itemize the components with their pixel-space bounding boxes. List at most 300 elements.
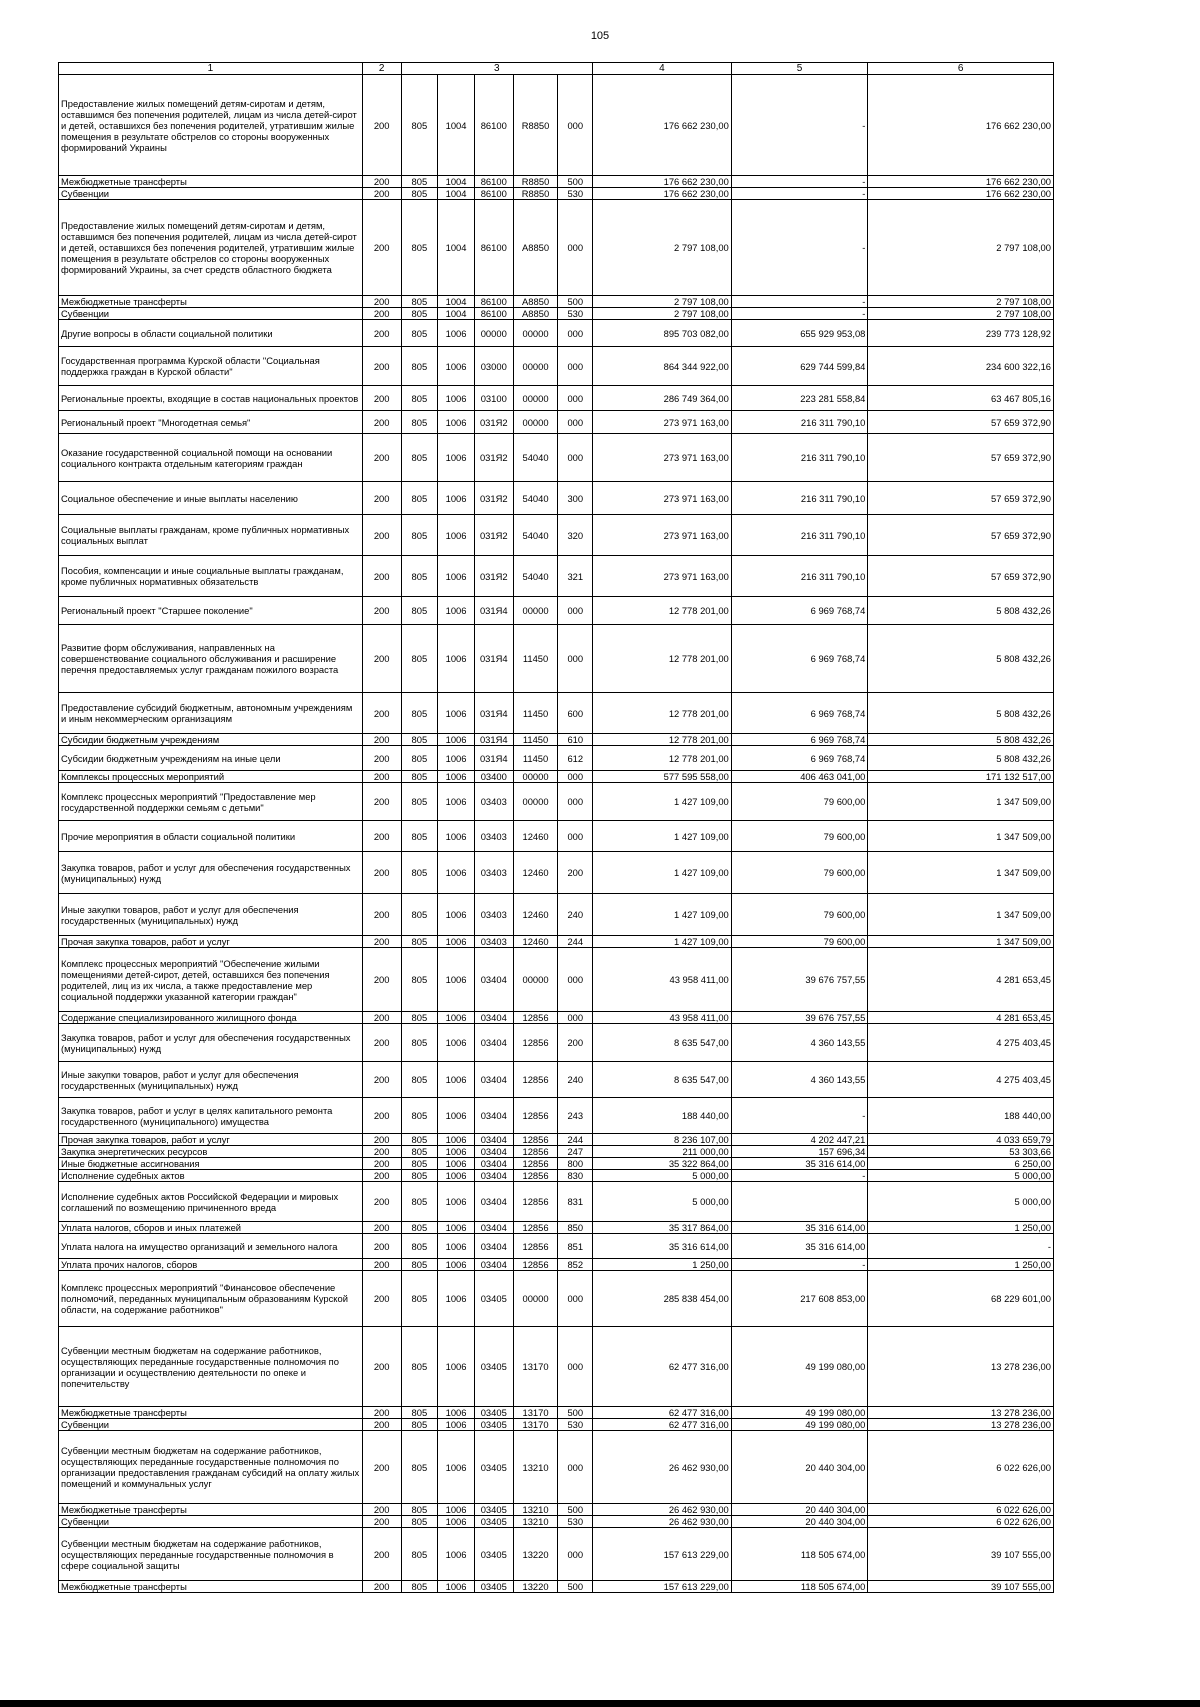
row-code-cell: 000	[558, 347, 593, 386]
row-code-cell: 1006	[438, 1024, 475, 1062]
row-amount-col4: 188 440,00	[593, 1098, 732, 1134]
row-code-cell: 805	[401, 693, 438, 734]
row-code-cell: 831	[558, 1182, 593, 1222]
row-code-cell: 805	[401, 1134, 438, 1146]
row-amount-col4: 176 662 230,00	[593, 176, 732, 188]
row-code-cell: 200	[362, 1581, 401, 1593]
header-col-4: 4	[593, 63, 732, 75]
row-code-cell: 00000	[513, 597, 558, 625]
row-name-cell: Субвенции	[59, 308, 363, 320]
budget-table-container	[58, 62, 1054, 1593]
row-code-cell: 03405	[474, 1327, 513, 1407]
row-code-cell: 805	[401, 320, 438, 347]
row-amount-col4: 12 778 201,00	[593, 597, 732, 625]
row-amount-col4: 62 477 316,00	[593, 1407, 732, 1419]
table-row	[59, 296, 1054, 308]
row-amount-col4: 12 778 201,00	[593, 625, 732, 693]
row-amount-col6: 234 600 322,16	[868, 347, 1054, 386]
row-code-cell: 200	[362, 1024, 401, 1062]
row-amount-col6: 176 662 230,00	[868, 75, 1054, 176]
row-code-cell: 805	[401, 771, 438, 783]
row-code-cell: 805	[401, 783, 438, 821]
row-amount-col4: 286 749 364,00	[593, 386, 732, 411]
row-amount-col4: 8 236 107,00	[593, 1134, 732, 1146]
row-amount-col5: 6 969 768,74	[731, 597, 868, 625]
row-code-cell: 805	[401, 188, 438, 200]
row-code-cell: 00000	[513, 320, 558, 347]
row-code-cell: 00000	[474, 320, 513, 347]
table-row	[59, 434, 1054, 482]
table-row	[59, 200, 1054, 296]
row-code-cell: 1006	[438, 320, 475, 347]
row-code-cell: 200	[362, 1516, 401, 1528]
row-code-cell: 805	[401, 1062, 438, 1098]
table-row	[59, 1259, 1054, 1271]
row-code-cell: 000	[558, 386, 593, 411]
row-code-cell: 530	[558, 1516, 593, 1528]
row-code-cell: 850	[558, 1222, 593, 1234]
row-amount-col5: 39 676 757,55	[731, 1012, 868, 1024]
row-code-cell: 805	[401, 1528, 438, 1581]
row-code-cell: 000	[558, 948, 593, 1012]
row-code-cell: 1006	[438, 1134, 475, 1146]
row-amount-col5: -	[731, 1170, 868, 1182]
row-code-cell: 12856	[513, 1259, 558, 1271]
row-amount-col5: 39 676 757,55	[731, 948, 868, 1012]
row-amount-col6: 2 797 108,00	[868, 308, 1054, 320]
row-amount-col6: -	[868, 1234, 1054, 1259]
row-code-cell: 805	[401, 1271, 438, 1327]
row-amount-col4: 157 613 229,00	[593, 1528, 732, 1581]
header-col-5: 5	[731, 63, 868, 75]
row-code-cell: 03405	[474, 1516, 513, 1528]
header-col-6: 6	[868, 63, 1054, 75]
row-amount-col6: 4 275 403,45	[868, 1024, 1054, 1062]
table-row	[59, 746, 1054, 771]
row-amount-col6: 39 107 555,00	[868, 1528, 1054, 1581]
row-code-cell: 1004	[438, 296, 475, 308]
row-code-cell: 12856	[513, 1234, 558, 1259]
row-amount-col4: 62 477 316,00	[593, 1327, 732, 1407]
row-amount-col5: 629 744 599,84	[731, 347, 868, 386]
row-amount-col4: 211 000,00	[593, 1146, 732, 1158]
row-code-cell: 1004	[438, 200, 475, 296]
row-code-cell: 200	[362, 852, 401, 894]
row-code-cell: 200	[558, 852, 593, 894]
row-code-cell: 12856	[513, 1182, 558, 1222]
row-code-cell: 200	[558, 1024, 593, 1062]
row-amount-col5: -	[731, 75, 868, 176]
row-code-cell: 830	[558, 1170, 593, 1182]
row-code-cell: 031Я2	[474, 482, 513, 515]
row-amount-col5: 79 600,00	[731, 894, 868, 936]
table-row	[59, 1098, 1054, 1134]
row-code-cell: 54040	[513, 515, 558, 556]
row-code-cell: 530	[558, 308, 593, 320]
row-amount-col5	[731, 1182, 868, 1222]
row-code-cell: 200	[362, 1327, 401, 1407]
table-row	[59, 821, 1054, 852]
row-code-cell: 200	[362, 1259, 401, 1271]
row-code-cell: 610	[558, 734, 593, 746]
row-amount-col6: 4 281 653,45	[868, 1012, 1054, 1024]
row-code-cell: 031Я2	[474, 411, 513, 434]
row-amount-col4: 43 958 411,00	[593, 948, 732, 1012]
row-amount-col5: 216 311 790,10	[731, 434, 868, 482]
row-name-cell: Комплексы процессных мероприятий	[59, 771, 363, 783]
row-amount-col6: 1 347 509,00	[868, 936, 1054, 948]
row-code-cell: 1006	[438, 1504, 475, 1516]
row-amount-col6: 1 250,00	[868, 1222, 1054, 1234]
row-code-cell: А8850	[513, 200, 558, 296]
row-amount-col5: 216 311 790,10	[731, 482, 868, 515]
row-amount-col6: 4 281 653,45	[868, 948, 1054, 1012]
row-amount-col5: -	[731, 1259, 868, 1271]
row-name-cell: Субвенции	[59, 1419, 363, 1431]
row-amount-col4: 5 000,00	[593, 1182, 732, 1222]
row-code-cell: 031Я4	[474, 734, 513, 746]
row-code-cell: 03404	[474, 1024, 513, 1062]
row-code-cell: 612	[558, 746, 593, 771]
row-code-cell: 1006	[438, 411, 475, 434]
row-amount-col4: 26 462 930,00	[593, 1504, 732, 1516]
row-amount-col4: 273 971 163,00	[593, 515, 732, 556]
row-code-cell: 200	[362, 746, 401, 771]
row-code-cell: 000	[558, 1431, 593, 1504]
row-code-cell: 852	[558, 1259, 593, 1271]
row-name-cell: Уплата налога на имущество организаций и земельного налога	[59, 1234, 363, 1259]
row-amount-col5: -	[731, 308, 868, 320]
row-amount-col4: 5 000,00	[593, 1170, 732, 1182]
row-amount-col5: 79 600,00	[731, 936, 868, 948]
table-row	[59, 1134, 1054, 1146]
row-code-cell: 200	[362, 1222, 401, 1234]
row-code-cell: 54040	[513, 556, 558, 597]
row-code-cell: 200	[362, 200, 401, 296]
row-code-cell: 03404	[474, 948, 513, 1012]
row-amount-col6: 53 303,66	[868, 1146, 1054, 1158]
row-name-cell: Комплекс процессных мероприятий "Обеспечение жилыми помещениями детей-сирот, детей, оставшихся без попечения родителей, лиц из их числа, а также предоставление мер социальной поддержки указанной категории граждан"	[59, 948, 363, 1012]
row-code-cell: 805	[401, 296, 438, 308]
row-amount-col6: 5 000,00	[868, 1182, 1054, 1222]
row-code-cell: 12460	[513, 936, 558, 948]
row-amount-col5: 217 608 853,00	[731, 1271, 868, 1327]
row-code-cell: 1004	[438, 75, 475, 176]
row-name-cell: Уплата налогов, сборов и иных платежей	[59, 1222, 363, 1234]
row-name-cell: Уплата прочих налогов, сборов	[59, 1259, 363, 1271]
table-row	[59, 1012, 1054, 1024]
row-code-cell: 1006	[438, 1516, 475, 1528]
table-row	[59, 1419, 1054, 1431]
row-amount-col4: 12 778 201,00	[593, 734, 732, 746]
row-amount-col5: 35 316 614,00	[731, 1158, 868, 1170]
row-code-cell: 805	[401, 1259, 438, 1271]
header-col-2: 2	[362, 63, 401, 75]
row-code-cell: 11450	[513, 625, 558, 693]
row-code-cell: 03404	[474, 1234, 513, 1259]
row-code-cell: 805	[401, 1234, 438, 1259]
row-code-cell: 200	[362, 1431, 401, 1504]
table-row	[59, 188, 1054, 200]
row-code-cell: 805	[401, 1012, 438, 1024]
row-name-cell: Иные закупки товаров, работ и услуг для обеспечения государственных (муниципальных) нужд	[59, 894, 363, 936]
row-name-cell: Предоставление жилых помещений детям-сиротам и детям, оставшимся без попечения родителей, лицам из числа детей-сирот и детей, оставшихся без попечения родителей, утратившим жилые помещения в результате обстрелов со стороны вооруженных формирований Украины, за счет средств областного бюджета	[59, 200, 363, 296]
row-code-cell: 1006	[438, 734, 475, 746]
row-code-cell: 805	[401, 1146, 438, 1158]
row-code-cell: 805	[401, 1419, 438, 1431]
row-amount-col5: 406 463 041,00	[731, 771, 868, 783]
row-code-cell: 03404	[474, 1012, 513, 1024]
row-amount-col5: 4 360 143,55	[731, 1062, 868, 1098]
table-row	[59, 1170, 1054, 1182]
table-row	[59, 894, 1054, 936]
row-code-cell: 200	[362, 434, 401, 482]
row-amount-col6: 171 132 517,00	[868, 771, 1054, 783]
row-code-cell: 000	[558, 625, 593, 693]
table-row	[59, 1327, 1054, 1407]
row-amount-col5: 6 969 768,74	[731, 693, 868, 734]
row-name-cell: Прочие мероприятия в области социальной политики	[59, 821, 363, 852]
row-code-cell: 12856	[513, 1134, 558, 1146]
row-amount-col4: 2 797 108,00	[593, 296, 732, 308]
row-code-cell: 13220	[513, 1581, 558, 1593]
row-code-cell: 1006	[438, 1327, 475, 1407]
row-code-cell: 200	[362, 347, 401, 386]
row-code-cell: 500	[558, 1581, 593, 1593]
row-amount-col4: 62 477 316,00	[593, 1419, 732, 1431]
row-code-cell: 805	[401, 936, 438, 948]
row-code-cell: 851	[558, 1234, 593, 1259]
table-row	[59, 320, 1054, 347]
row-amount-col5: 20 440 304,00	[731, 1504, 868, 1516]
row-code-cell: 86100	[474, 75, 513, 176]
row-code-cell: 03404	[474, 1146, 513, 1158]
row-code-cell: 12856	[513, 1062, 558, 1098]
row-code-cell: R8850	[513, 188, 558, 200]
table-row	[59, 1431, 1054, 1504]
row-amount-col4: 35 322 864,00	[593, 1158, 732, 1170]
row-amount-col5: 49 199 080,00	[731, 1419, 868, 1431]
row-code-cell: 03404	[474, 1134, 513, 1146]
row-code-cell: 86100	[474, 176, 513, 188]
row-code-cell: 000	[558, 771, 593, 783]
row-amount-col5: 157 696,34	[731, 1146, 868, 1158]
row-code-cell: 1006	[438, 852, 475, 894]
row-name-cell: Оказание государственной социальной помощи на основании социального контракта отдельным категориям граждан	[59, 434, 363, 482]
row-code-cell: 1006	[438, 821, 475, 852]
row-code-cell: 03405	[474, 1504, 513, 1516]
header-col-3: 3	[401, 63, 593, 75]
row-code-cell: 200	[362, 1170, 401, 1182]
row-code-cell: 1006	[438, 894, 475, 936]
row-code-cell: 03404	[474, 1170, 513, 1182]
row-code-cell: 031Я2	[474, 434, 513, 482]
row-name-cell: Пособия, компенсации и иные социальные выплаты гражданам, кроме публичных нормативных обязательств	[59, 556, 363, 597]
row-amount-col6: 6 022 626,00	[868, 1516, 1054, 1528]
row-amount-col4: 864 344 922,00	[593, 347, 732, 386]
row-code-cell: 000	[558, 821, 593, 852]
row-name-cell: Закупка товаров, работ и услуг для обеспечения государственных (муниципальных) нужд	[59, 1024, 363, 1062]
row-code-cell: 200	[362, 821, 401, 852]
row-code-cell: 00000	[513, 771, 558, 783]
row-code-cell: 000	[558, 1012, 593, 1024]
row-name-cell: Социальное обеспечение и иные выплаты населению	[59, 482, 363, 515]
row-code-cell: 530	[558, 1419, 593, 1431]
row-name-cell: Субсидии бюджетным учреждениям на иные цели	[59, 746, 363, 771]
row-code-cell: 805	[401, 852, 438, 894]
row-code-cell: 54040	[513, 434, 558, 482]
row-code-cell: 805	[401, 1431, 438, 1504]
row-amount-col6: 57 659 372,90	[868, 411, 1054, 434]
row-code-cell: 03404	[474, 1062, 513, 1098]
row-amount-col6: 5 000,00	[868, 1170, 1054, 1182]
row-amount-col4: 1 427 109,00	[593, 894, 732, 936]
row-amount-col5: 6 969 768,74	[731, 734, 868, 746]
row-code-cell: 805	[401, 482, 438, 515]
row-code-cell: 1006	[438, 1419, 475, 1431]
row-name-cell: Другие вопросы в области социальной политики	[59, 320, 363, 347]
row-amount-col4: 35 316 614,00	[593, 1234, 732, 1259]
row-code-cell: 86100	[474, 200, 513, 296]
table-row	[59, 1271, 1054, 1327]
row-name-cell: Межбюджетные трансферты	[59, 1581, 363, 1593]
row-amount-col6: 39 107 555,00	[868, 1581, 1054, 1593]
table-row	[59, 1581, 1054, 1593]
row-code-cell: 03404	[474, 1259, 513, 1271]
row-code-cell: 00000	[513, 948, 558, 1012]
row-code-cell: 805	[401, 1581, 438, 1593]
row-code-cell: 13220	[513, 1528, 558, 1581]
row-amount-col6: 176 662 230,00	[868, 188, 1054, 200]
row-amount-col5: 223 281 558,84	[731, 386, 868, 411]
row-amount-col6: 68 229 601,00	[868, 1271, 1054, 1327]
row-code-cell: 200	[362, 1234, 401, 1259]
row-code-cell: 1006	[438, 597, 475, 625]
table-row	[59, 1158, 1054, 1170]
row-code-cell: 805	[401, 1170, 438, 1182]
row-amount-col5: 118 505 674,00	[731, 1581, 868, 1593]
row-code-cell: 200	[362, 320, 401, 347]
row-name-cell: Прочая закупка товаров, работ и услуг	[59, 936, 363, 948]
row-code-cell: 200	[362, 734, 401, 746]
row-code-cell: 805	[401, 176, 438, 188]
row-code-cell: 1006	[438, 1158, 475, 1170]
row-name-cell: Комплекс процессных мероприятий "Предоставление мер государственной поддержки семьям с детьми"	[59, 783, 363, 821]
row-amount-col6: 1 347 509,00	[868, 852, 1054, 894]
row-amount-col4: 12 778 201,00	[593, 693, 732, 734]
row-code-cell: 805	[401, 1327, 438, 1407]
row-code-cell: 500	[558, 1504, 593, 1516]
row-code-cell: 03405	[474, 1581, 513, 1593]
row-code-cell: 12856	[513, 1012, 558, 1024]
row-amount-col5: -	[731, 188, 868, 200]
row-code-cell: 1006	[438, 434, 475, 482]
row-code-cell: 12856	[513, 1024, 558, 1062]
row-code-cell: 03405	[474, 1431, 513, 1504]
row-name-cell: Межбюджетные трансферты	[59, 1407, 363, 1419]
row-code-cell: 000	[558, 783, 593, 821]
row-code-cell: 03405	[474, 1419, 513, 1431]
row-code-cell: 805	[401, 1222, 438, 1234]
row-amount-col4: 8 635 547,00	[593, 1062, 732, 1098]
row-name-cell: Субвенции местным бюджетам на содержание работников, осуществляющих переданные государственные полномочия по организации предоставления гражданам субсидий на оплату жилых помещений и коммунальных услуг	[59, 1431, 363, 1504]
row-code-cell: 200	[362, 1146, 401, 1158]
row-name-cell: Межбюджетные трансферты	[59, 176, 363, 188]
row-amount-col5: -	[731, 1098, 868, 1134]
row-amount-col4: 895 703 082,00	[593, 320, 732, 347]
row-code-cell: 1006	[438, 1259, 475, 1271]
row-name-cell: Субвенции местным бюджетам на содержание работников, осуществляющих переданные государственные полномочия в сфере социальной защиты	[59, 1528, 363, 1581]
row-code-cell: 244	[558, 1134, 593, 1146]
row-amount-col4: 2 797 108,00	[593, 200, 732, 296]
row-code-cell: 805	[401, 411, 438, 434]
row-code-cell: R8850	[513, 176, 558, 188]
row-code-cell: 11450	[513, 734, 558, 746]
row-code-cell: 03404	[474, 1182, 513, 1222]
row-code-cell: 13170	[513, 1327, 558, 1407]
row-amount-col6: 2 797 108,00	[868, 200, 1054, 296]
row-code-cell: 244	[558, 936, 593, 948]
row-code-cell: 200	[362, 783, 401, 821]
table-row	[59, 411, 1054, 434]
row-amount-col5: 216 311 790,10	[731, 411, 868, 434]
row-amount-col5: 79 600,00	[731, 852, 868, 894]
row-amount-col4: 1 427 109,00	[593, 852, 732, 894]
row-amount-col6: 4 275 403,45	[868, 1062, 1054, 1098]
row-code-cell: 1006	[438, 482, 475, 515]
row-code-cell: 03400	[474, 771, 513, 783]
row-code-cell: 000	[558, 1327, 593, 1407]
row-name-cell: Закупка энергетических ресурсов	[59, 1146, 363, 1158]
row-code-cell: 12856	[513, 1158, 558, 1170]
row-amount-col4: 12 778 201,00	[593, 746, 732, 771]
row-name-cell: Комплекс процессных мероприятий "Финансовое обеспечение полномочий, переданных муниципальным образованиям Курской области, на содержание работников"	[59, 1271, 363, 1327]
row-code-cell: 200	[362, 1098, 401, 1134]
row-amount-col4: 1 427 109,00	[593, 821, 732, 852]
row-code-cell: 1006	[438, 625, 475, 693]
row-code-cell: 1006	[438, 1528, 475, 1581]
table-row	[59, 308, 1054, 320]
bottom-edge-bar	[0, 1700, 1200, 1707]
row-amount-col6: 57 659 372,90	[868, 434, 1054, 482]
row-code-cell: 12460	[513, 821, 558, 852]
row-code-cell: 200	[362, 894, 401, 936]
row-code-cell: 200	[362, 625, 401, 693]
row-amount-col6: 188 440,00	[868, 1098, 1054, 1134]
row-code-cell: 200	[362, 1419, 401, 1431]
table-row	[59, 1234, 1054, 1259]
row-code-cell: 200	[362, 176, 401, 188]
table-row	[59, 852, 1054, 894]
row-name-cell: Региональный проект "Многодетная семья"	[59, 411, 363, 434]
row-code-cell: 86100	[474, 188, 513, 200]
row-code-cell: 1006	[438, 771, 475, 783]
row-name-cell: Межбюджетные трансферты	[59, 1504, 363, 1516]
row-code-cell: 805	[401, 1182, 438, 1222]
row-code-cell: 031Я2	[474, 515, 513, 556]
row-code-cell: 1006	[438, 1062, 475, 1098]
row-code-cell: 1006	[438, 1271, 475, 1327]
row-amount-col4: 26 462 930,00	[593, 1431, 732, 1504]
row-code-cell: 200	[362, 1134, 401, 1146]
row-code-cell: 13210	[513, 1516, 558, 1528]
row-code-cell: 300	[558, 482, 593, 515]
row-amount-col6: 1 347 509,00	[868, 821, 1054, 852]
row-code-cell: 200	[362, 386, 401, 411]
row-code-cell: 13170	[513, 1419, 558, 1431]
header-row	[59, 63, 1054, 75]
row-amount-col4: 176 662 230,00	[593, 188, 732, 200]
